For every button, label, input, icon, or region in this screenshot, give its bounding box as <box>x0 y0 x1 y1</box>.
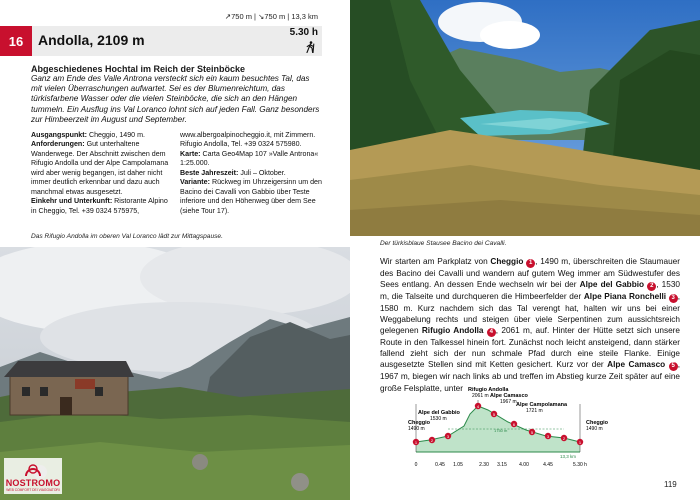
info-label: Karte: <box>180 149 201 158</box>
profile-distance: 13,3 km <box>560 454 577 459</box>
waypoint-number: 5 <box>530 430 534 435</box>
info-label: Ausgangspunkt: <box>31 131 87 139</box>
tour-duration: 5.30 h <box>289 27 318 38</box>
time-tick: 3.15 <box>497 462 507 468</box>
info-value: Gut unterhaltene Wanderwege. Der Abschnitt zwischen dem Rifugio Andolla und der Alpe Campolamana wird aber wenig begangen, ist daher nicht immer deutlich erkennbar und dazu auch manchmal etwas ausgesetzt. <box>31 140 169 196</box>
logo-text-block <box>4 458 62 494</box>
profile-elev-camasco: 1967 m <box>500 399 517 405</box>
text-run: , 1967 m, biegen wir nach links ab und treffen im Abstieg kurze Zeit später auf eine große Felsplatte, unter <box>380 360 680 393</box>
profile-elev-campolamana: 1721 m <box>526 408 543 414</box>
profile-elev-start: 1490 m <box>408 426 425 432</box>
profile-label-andolla: Rifugio Andolla <box>468 387 509 393</box>
page-number: 119 <box>664 480 677 489</box>
text-run: , 1490 m, überschreiten die Staumauer des Bacino dei Cavalli und wandern auf gutem Weg immer am Südwestufer des Sees entlang. An dessen Ende wechseln wir bei der <box>380 257 681 290</box>
photo-caption-hut: Das Rifugio Andolla im oberen Val Loranco lädt zur Mittagspause. <box>31 233 223 240</box>
place-name: Alpe Piana Ronchelli <box>583 292 667 302</box>
intro-subtitle: Abgeschiedenes Hochtal im Reich der Steinböcke <box>31 64 246 74</box>
profile-label-camasco: Alpe Camasco <box>490 393 528 399</box>
time-tick: 5.30 h <box>573 462 587 468</box>
place-name: Cheggio <box>490 257 524 266</box>
waypoint-number: 1 <box>414 440 418 445</box>
info-value: Cheggio, 1490 m. <box>88 131 145 139</box>
time-tick: 0.45 <box>435 462 445 468</box>
elevation-profile <box>408 386 674 470</box>
place-name: Alpe del Gabbio <box>579 280 645 290</box>
profile-label-gabbio: Alpe del Gabbio <box>418 410 460 416</box>
text-run: , 2061 m, auf. Hinter der Hütte setzt sich unsere Route in den Talkessel hinein fort. Zunächst noch leicht ansteigend, dann stärker fallend zieht sich der nun schmale Pfad durch eine steile Flanke. Einige ausgesetzte Stellen sind mit Ketten gesichert. Kurz vor der <box>380 326 680 370</box>
route-description <box>380 256 680 394</box>
time-tick: 4.45 <box>543 462 553 468</box>
info-label: Einkehr und Unterkunft: <box>31 197 113 206</box>
waypoint-number: 6 <box>512 422 516 427</box>
profile-elev-gabbio: 1530 m <box>430 416 447 422</box>
logo-tagline: WEB COMFORT DEI VIAGGIATORI <box>6 488 60 492</box>
waypoint-marker: 2 <box>647 282 656 291</box>
waypoint-number: 1 <box>578 440 582 445</box>
info-value: Juli – Oktober. <box>240 168 286 177</box>
time-tick: 4.00 <box>519 462 529 468</box>
waypoint-number: 2 <box>430 438 434 443</box>
waypoint-marker: 5 <box>669 362 678 371</box>
info-value: Rückweg im Uhrzeigersinn um den Bacino dei Cavalli von Gabbio über Teste inferiore und den Höhenweg über dem See (siehe Tour 17). <box>180 178 322 215</box>
lake-photo <box>350 0 700 236</box>
info-label: Variante: <box>180 178 210 187</box>
intro-text: Ganz am Ende des Valle Antrona versteckt sich ein kaum besuchtes Tal, das mit vielen Überraschungen aufwartet. Sei es der Blumenreichtum, das türkisfarbene Wasser oder die vielen Steinböcke, die sich an den Hängen tummeln. Ein Ausflug ins Val Loranco lohnt sich auf jeden Fall. Ganz besonders zur Himbeerzeit im August und September. <box>31 74 320 124</box>
info-column-1 <box>31 131 169 216</box>
profile-label-start: Cheggio <box>408 420 430 426</box>
waypoint-marker: 3 <box>669 294 678 303</box>
time-tick: 0 <box>414 462 418 468</box>
tour-stats: ↗750 m | ↘750 m | 13,3 km <box>224 12 318 21</box>
place-name: Alpe Camasco <box>607 360 666 370</box>
title-bar <box>0 26 322 56</box>
logo-name: NOSTROMO <box>5 478 61 488</box>
text-run: , 1580 m. Kurz nachdem sich das Tal verengt hat, halten wir uns bei einer Weggabelung rechts und steigen über viele Serpentinen zum aussichtsreich gelegenen <box>380 292 680 336</box>
tour-number-badge: 16 <box>0 26 32 56</box>
waypoint-number: 3 <box>546 434 550 439</box>
tour-title: Andolla, 2109 m <box>38 32 145 48</box>
text-run: , 1530 m, die Talseite und durchqueren die Himbeerfelder der <box>380 280 681 302</box>
time-tick: 1.05 <box>453 462 463 468</box>
reference-elevation: 1750 m <box>494 428 508 433</box>
waypoint-number: 2 <box>562 436 566 441</box>
info-label: Anforderungen: <box>31 140 85 149</box>
info-value: Carta Geo4Map 107 »Valle Antrona« 1:25.000. <box>180 149 319 168</box>
time-tick: 2.30 <box>479 462 489 468</box>
time-ticks <box>415 462 588 468</box>
waypoint-number: 3 <box>446 434 450 439</box>
info-value: www.albergoalpinocheggio.it, mit Zimmern. Rifugio Andolla, Tel. +39 0324 575980. <box>180 131 316 149</box>
waypoint-number: 4 <box>476 404 480 409</box>
profile-label-campolamana: Alpe Campolamana <box>516 402 568 408</box>
waypoint-number: 5 <box>492 412 496 417</box>
right-page <box>350 0 700 500</box>
text-run: Wir starten am Parkplatz von <box>380 257 491 266</box>
hiker-icon <box>304 41 316 53</box>
info-label: Beste Jahreszeit: <box>180 168 239 177</box>
waypoint-marker: 1 <box>526 259 535 268</box>
profile-label-end: Cheggio <box>586 420 608 426</box>
profile-elev-andolla: 2061 m <box>472 393 489 399</box>
place-name: Rifugio Andolla <box>421 326 484 336</box>
info-value: Ristorante Alpino in Cheggio, Tel. +39 0324 575975, <box>31 197 168 215</box>
photo-caption-lake: Der türkisblaue Stausee Bacino dei Cavalli. <box>380 240 507 247</box>
waypoint-marker: 4 <box>487 328 496 337</box>
profile-elev-end: 1490 m <box>586 426 603 432</box>
info-column-2 <box>180 131 324 216</box>
